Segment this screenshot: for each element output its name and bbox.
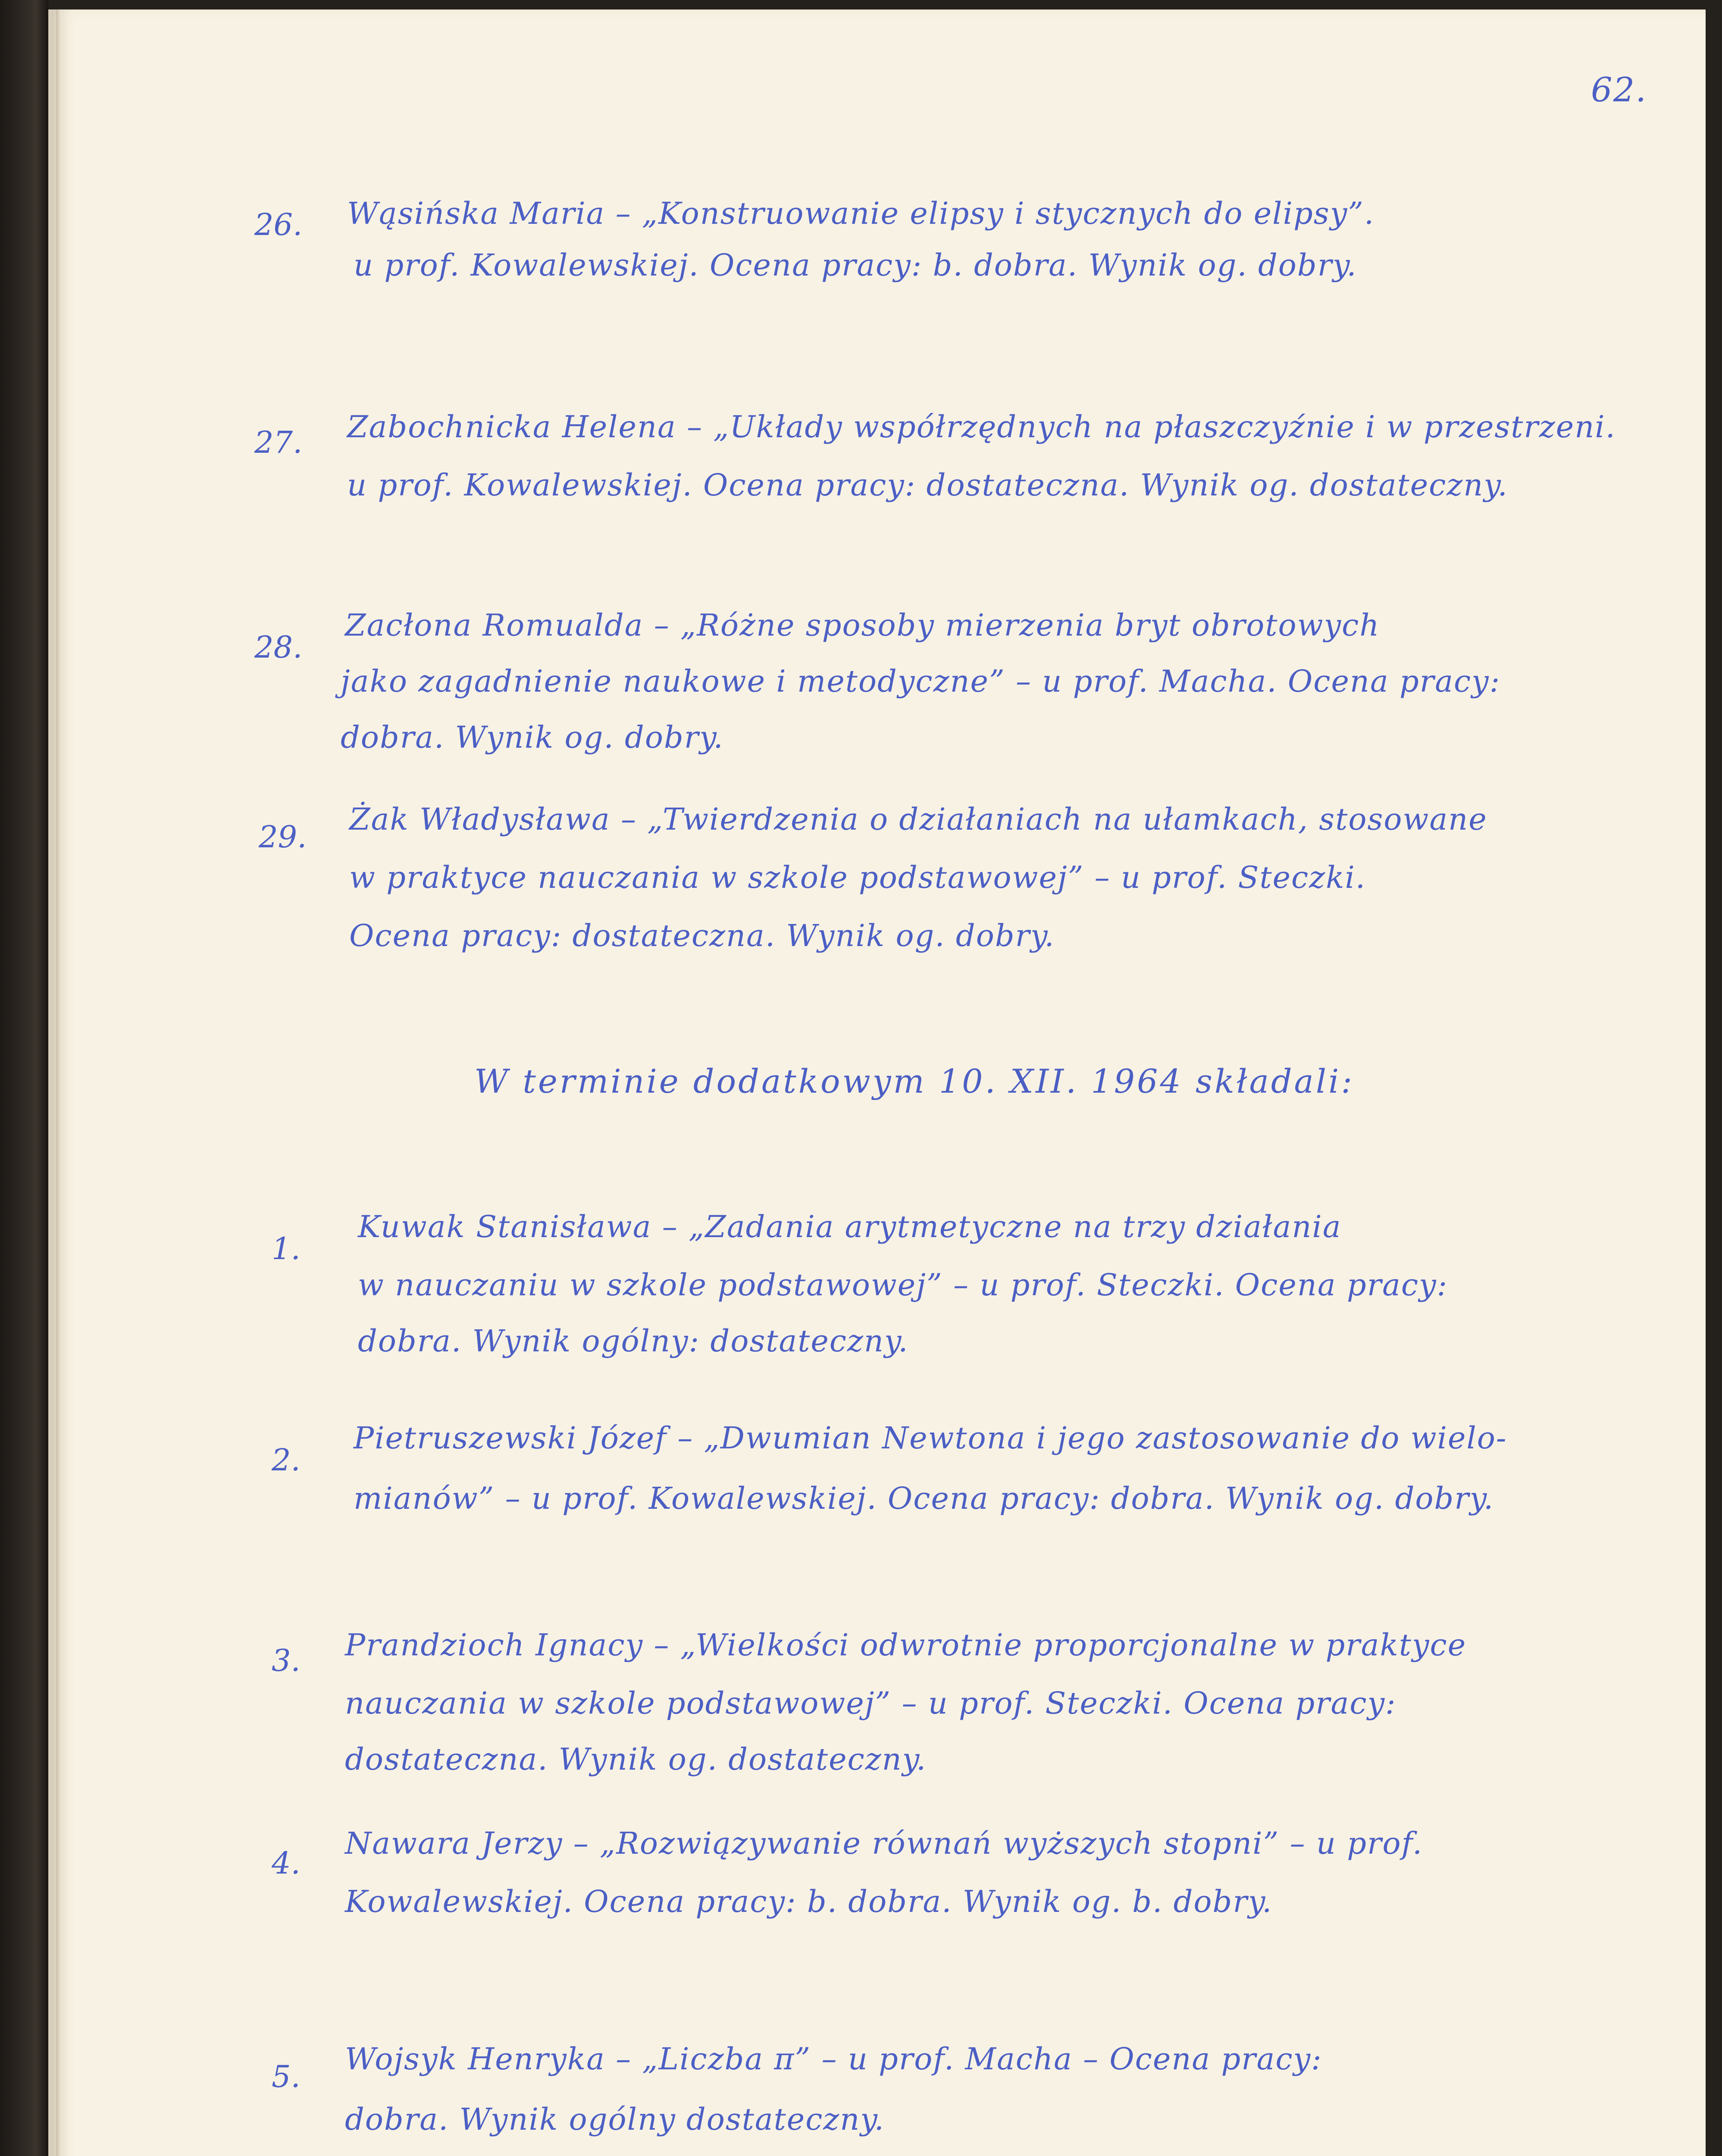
entry-line: nauczania w szkole podstawowej” – u prof. Steczki. Ocena pracy:: [345, 1686, 1396, 1721]
entry-line: jako zagadnienie naukowe i metodyczne” – u prof. Macha. Ocena pracy:: [341, 664, 1501, 699]
entry-line: Kuwak Stanisława – „Zadania arytmetyczne na trzy działania: [358, 1209, 1342, 1244]
entry-line: Pietruszewski Józef – „Dwumian Newtona i jego zastosowanie do wielo-: [354, 1420, 1507, 1456]
entry-line: dobra. Wynik ogólny: dostateczny.: [358, 1323, 909, 1359]
entry-line: Zacłona Romualda – „Różne sposoby mierzenia bryt obrotowych: [345, 608, 1380, 643]
entry-line: w praktyce nauczania w szkole podstawowej” – u prof. Steczki.: [349, 860, 1366, 895]
entry-number: 2.: [272, 1442, 301, 1478]
entry-line: u prof. Kowalewskiej. Ocena pracy: b. dobra. Wynik og. dobry.: [354, 248, 1357, 283]
entry-line: Wojsyk Henryka – „Liczba π” – u prof. Macha – Ocena pracy:: [345, 2041, 1322, 2077]
page-edge: [56, 9, 61, 2156]
entry-line: Kowalewskiej. Ocena pracy: b. dobra. Wynik og. b. dobry.: [345, 1884, 1273, 1919]
book-binding: [0, 0, 48, 2156]
entry-number: 1.: [272, 1231, 301, 1266]
entry-line: Ocena pracy: dostateczna. Wynik og. dobry.: [349, 918, 1055, 953]
entry-line: Zabochnicka Helena – „Układy współrzędnych na płaszczyźnie i w przestrzeni.: [347, 409, 1616, 445]
entry-number: 5.: [272, 2059, 301, 2094]
entry-line: u prof. Kowalewskiej. Ocena pracy: dostateczna. Wynik og. dostateczny.: [347, 467, 1508, 503]
entry-line: Nawara Jerzy – „Rozwiązywanie równań wyższych stopni” – u prof.: [345, 1826, 1423, 1861]
entry-line: dostateczna. Wynik og. dostateczny.: [345, 1742, 927, 1777]
entry-line: Wąsińska Maria – „Konstruowanie elipsy i stycznych do elipsy”.: [347, 196, 1375, 231]
section-heading: W terminie dodatkowym 10. XII. 1964 składali:: [474, 1062, 1355, 1100]
entry-number: 3.: [272, 1643, 301, 1678]
entry-line: Żak Władysława – „Twierdzenia o działaniach na ułamkach, stosowane: [349, 802, 1487, 837]
entry-number: 27.: [254, 425, 303, 460]
entry-number: 4.: [272, 1846, 301, 1881]
page-number: 62.: [1591, 71, 1647, 110]
entry-number: 29.: [259, 819, 307, 855]
entry-line: w nauczaniu w szkole podstawowej” – u prof. Steczki. Ocena pracy:: [358, 1267, 1448, 1303]
entry-line: dobra. Wynik ogólny dostateczny.: [345, 2102, 885, 2137]
entry-number: 26.: [254, 207, 303, 242]
entry-line: Prandzioch Ignacy – „Wielkości odwrotnie proporcjonalne w praktyce: [345, 1627, 1467, 1663]
entry-line: dobra. Wynik og. dobry.: [341, 720, 724, 755]
entry-line: mianów” – u prof. Kowalewskiej. Ocena pracy: dobra. Wynik og. dobry.: [354, 1481, 1494, 1516]
entry-number: 28.: [254, 630, 303, 665]
